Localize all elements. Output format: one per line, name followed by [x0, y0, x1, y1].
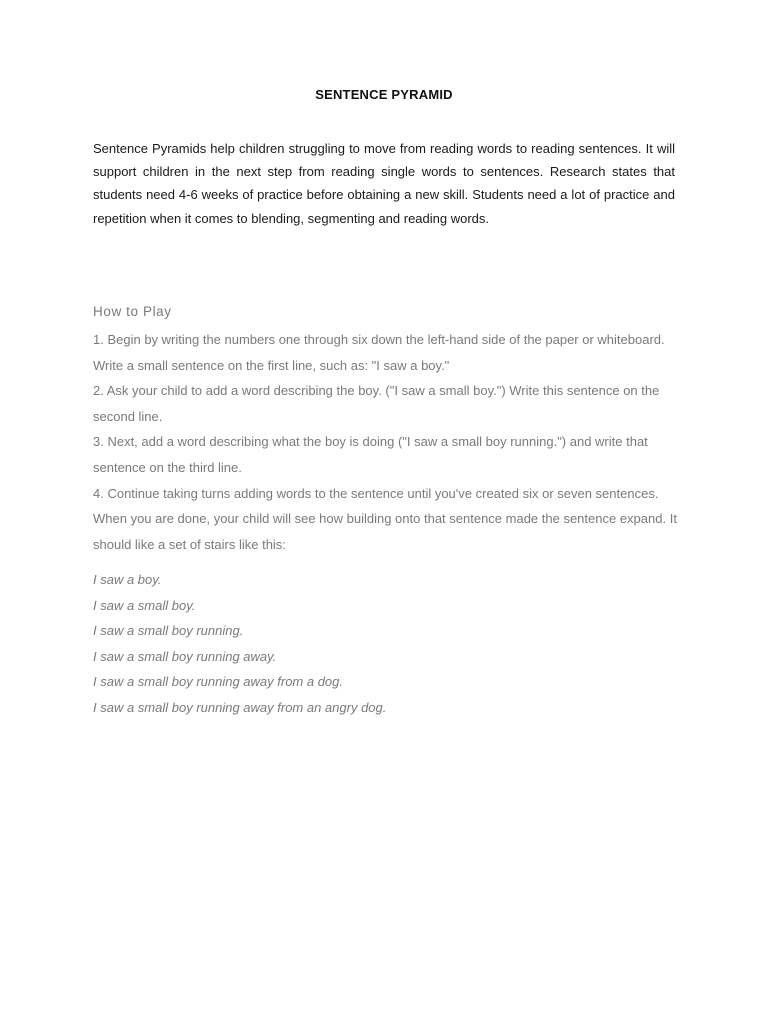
step-item: 3. Next, add a word describing what the boy is doing ("I saw a small boy running.") and write that sentence on the third line.	[93, 434, 648, 475]
step-item: 1. Begin by writing the numbers one through six down the left-hand side of the paper or whiteboard. Write a small sentence on the first line, such as: "I saw a boy."	[93, 332, 665, 373]
step-item: 4. Continue taking turns adding words to the sentence until you've created six or seven sentences. When you are done, your child will see how building onto that sentence made the sentence expand. It should like a set of stairs like this:	[93, 485, 677, 552]
example-sentence: I saw a small boy running away from an angry dog.	[93, 699, 387, 715]
example-sentences	[93, 567, 693, 721]
example-sentence: I saw a small boy.	[93, 597, 196, 613]
example-sentence: I saw a small boy running.	[93, 623, 244, 639]
document-title: SENTENCE PYRAMID	[315, 87, 453, 102]
example-sentence: I saw a small boy running away from a dog.	[93, 674, 344, 690]
example-sentence: I saw a boy.	[93, 572, 162, 587]
step-item: 2. Ask your child to add a word describing the boy. ("I saw a small boy.") Write this sentence on the second line.	[93, 383, 660, 424]
example-sentence: I saw a small boy running away.	[93, 648, 277, 664]
intro-paragraph: Sentence Pyramids help children struggling to move from reading words to reading sentences. It will support children in the next step from reading single words to sentences. Research states that students need 4-6 weeks of practice before obtaining a new skill. Students need a lot of practice and repetition when it comes to blending, segmenting and reading words.	[93, 141, 675, 226]
how-to-play-heading: How to Play	[93, 304, 172, 319]
how-to-play-section	[93, 302, 693, 557]
